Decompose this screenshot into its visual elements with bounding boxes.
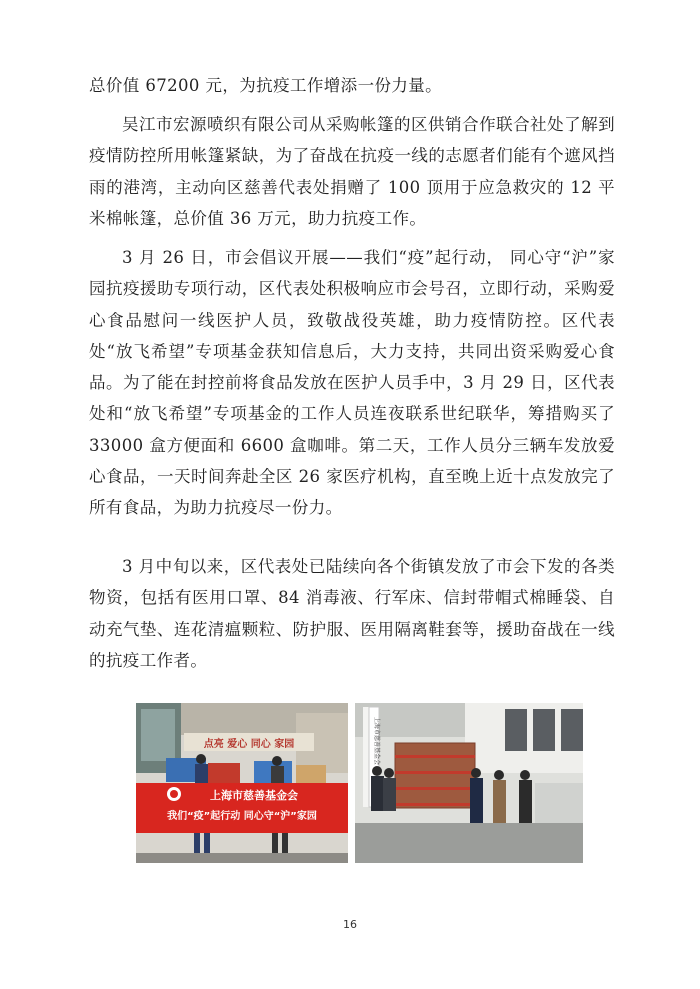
banner-slogan: 我们“疫”起行动 同心守“沪”家园 [167,811,317,822]
paragraph-1 [89,70,615,101]
banner-title: 上海市慈善基金会 [210,789,298,802]
paragraph-3 [89,242,615,524]
paragraph-text: 吴江市宏源喷织有限公司从采购帐篷的区供销合作联合社处了解到疫情防控所用帐篷紧缺，为了奋战在抗疫一线的志愿者们能有个遮风挡雨的港湾，主动向区慈善代表处捐赠了 100 顶用于应急救灾的 12 平米棉帐篷，总价值 36 万元，助力抗疫工作。 [89,115,615,228]
photo-food-boxes-illustration [355,703,583,863]
photo-donation-banner-illustration [136,703,348,863]
paragraph-text: 总价值 67200 元，为抗疫工作增添一份力量。 [89,76,443,95]
paragraph-text: 3 月 26 日，市会倡议开展——我们“疫”起行动， 同心守“沪”家园抗疫援助专项行动，区代表处积极响应市会号召，立即行动，采购爱心食品慰问一线医护人员，致敬战役英雄，助力疫情防控。区代表处“放飞希望”专项基金获知信息后，大力支持，共同出资采购爱心食品。为了能在封控前将食品发放在医护人员手中，3 月 29 日，区代表处和“放飞希望”专项基金的工作人员连夜联系世纪联华，筹措购买了 33000 盒方便面和 6600 盒咖啡。第二天，工作人员分三辆车发放爱心食品，一天时间奔赴全区 26 家医疗机构，直至晚上近十点发放完了所有食品，为助力抗疫尽一份力。 [89,248,615,518]
paragraph-2 [89,109,615,234]
door-plaque-text: 上海市慈善基金会 [373,717,380,766]
wall-sign-text: 点亮 爱心 同心 家园 [203,739,295,750]
paragraph-text: 3 月中旬以来，区代表处已陆续向各个街镇发放了市会下发的各类物资，包括有医用口罩、84 消毒液、行军床、信封带帽式棉睡袋、自动充气垫、连花清瘟颗粒、防护服、医用隔离鞋套等，援助奋战在一线的抗疫工作者。 [89,557,615,670]
photo-food-boxes [355,703,583,863]
page-number: 16 [343,918,357,931]
photo-donation-banner [136,703,348,863]
paragraph-4 [89,551,615,676]
